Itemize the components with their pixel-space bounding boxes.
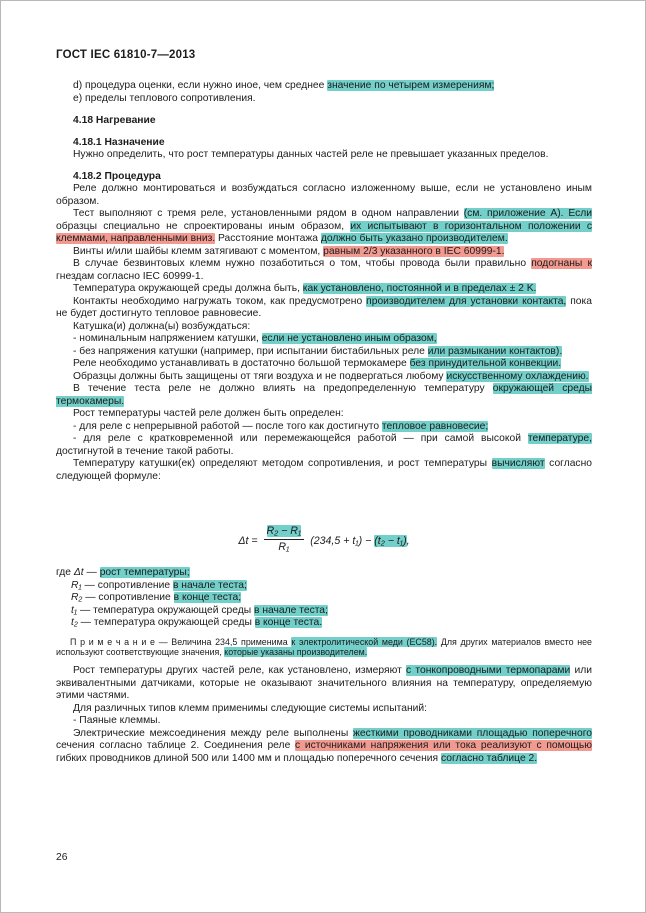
text-segment: пока не будет достигнуто тепловое равновесие.	[56, 295, 592, 319]
section-heading	[56, 115, 592, 128]
paragraph	[56, 149, 592, 162]
paragraph	[56, 321, 592, 334]
text-segment: - номинальным напряжением катушки,	[73, 333, 262, 344]
text-segment: где	[56, 567, 74, 578]
text-segment: П р и м е ч а н и е — Величина 234,5 применима	[70, 636, 292, 647]
text-segment: t₂	[71, 617, 78, 628]
paragraph	[56, 408, 592, 421]
document-header: ГОСТ IEC 61810-7—2013	[56, 49, 196, 61]
fraction-denominator	[264, 540, 305, 554]
list-item	[56, 93, 592, 106]
text-segment: Температура окружающей среды должна быть,	[73, 283, 303, 294]
list-item	[56, 80, 592, 93]
text-segment: гибких проводников длиной 500 или 1400 мм и площадью поперечного сечения	[56, 752, 441, 764]
text-segment: Нужно определить, что рост температуры данных частей реле не превышает указанных пределов.	[73, 149, 549, 160]
paragraph	[56, 728, 592, 766]
text-segment: клеммами, направленными вниз.	[56, 233, 216, 244]
text-segment: — температура окружающей среды	[77, 604, 255, 616]
text-segment: вычисляют	[491, 458, 545, 469]
paragraph	[56, 258, 592, 283]
text-segment: без принудительной конвекции.	[409, 358, 562, 369]
text-segment: если не установлено иным образом,	[261, 333, 437, 344]
text-segment: - без напряжения катушки (например, при испытании бистабильных реле	[73, 345, 428, 357]
text-segment: или размыкании контактов).	[427, 345, 563, 357]
paragraph	[56, 208, 592, 246]
text-segment: - Паяные клеммы.	[73, 715, 161, 727]
text-segment: Температуру катушки(ек) определяют методом сопротивления, и рост температуры	[73, 458, 492, 469]
text-segment: Реле должно монтироваться и возбуждаться согласно изложенному выше, если не установлено иным образом.	[56, 183, 592, 207]
text-segment: образцы специально не спроектированы иным образом,	[56, 220, 351, 232]
text-segment: окружающей среды термокамеры.	[56, 383, 592, 407]
text-segment: 4.18 Нагревание	[73, 115, 156, 126]
formula-legend-item	[56, 567, 592, 580]
text-segment: Рост температуры других частей реле, как установлено, измеряют	[73, 665, 407, 677]
text-segment: Расстояние монтажа	[215, 233, 321, 244]
text-segment: Для других материалов вместо нее используют соответствующие значения,	[56, 636, 592, 658]
text-segment: равным 2/3 указанного в IEC 60999-1.	[323, 245, 505, 257]
text-segment: Рост температуры частей реле должен быть определен:	[73, 408, 344, 419]
text-segment: — сопротивление	[81, 579, 173, 591]
text-segment: 4.18.2 Процедура	[73, 170, 161, 182]
text-segment: В случае безвинтовых клемм нужно позаботиться о том, чтобы провода были правильно	[73, 258, 532, 269]
text-segment: как установлено, постоянной и в пределах ± 2 K.	[302, 283, 537, 294]
text-segment: Реле необходимо устанавливать в достаточно большой термокамере	[73, 358, 410, 369]
text-segment: температуре,	[527, 433, 592, 444]
text-segment: 4.18.1 Назначение	[73, 136, 165, 148]
paragraph	[56, 183, 592, 208]
text-segment: ,	[406, 534, 410, 547]
text-segment: d) процедура оценки, если нужно иное, чем среднее	[73, 80, 328, 91]
text-segment: Контакты необходимо нагружать током, как предусмотрено	[73, 295, 367, 307]
text-segment: е) пределы теплового сопротивления.	[73, 92, 256, 104]
paragraph	[56, 383, 592, 408]
text-segment: t₁	[71, 604, 78, 616]
text-segment: —	[83, 567, 100, 578]
page-number: 26	[56, 852, 68, 863]
text-segment: согласно таблице 2.	[440, 752, 538, 764]
text-segment: в начале теста;	[172, 579, 247, 591]
paragraph	[56, 371, 592, 384]
formula-legend-item	[56, 617, 592, 630]
text-segment: рост температуры;	[99, 567, 190, 578]
paragraph	[56, 246, 592, 259]
text-segment: Винты и/или шайбы клемм затягивают с моментом,	[73, 245, 324, 257]
paragraph	[56, 346, 592, 359]
text-segment: R₁	[278, 540, 290, 553]
text-segment: — температура окружающей среды	[77, 617, 255, 628]
text-segment: (см. приложение А). Если	[463, 208, 592, 219]
paragraph	[56, 421, 592, 434]
text-segment: с источниками напряжения или тока реализуют с помощью	[295, 740, 592, 752]
text-segment: или эквивалентными датчиками, которые не оказывают значительного влияния на температуру, определяемую этими частями.	[56, 665, 593, 702]
text-segment: Образцы должны быть защищены от тяги воздуха и не подвергаться любому	[73, 370, 447, 382]
document-body	[56, 80, 592, 765]
text-segment: Δt	[73, 567, 84, 578]
fraction	[264, 525, 305, 553]
text-segment: - для реле с кратковременной или перемежающейся работой — при самой высокой	[73, 433, 528, 444]
subsection-heading	[56, 137, 592, 150]
text-segment: с тонкопроводными термопарами	[406, 665, 571, 677]
text-segment: Δt =	[238, 534, 261, 547]
formula	[56, 527, 592, 555]
text-segment: искусственному охлаждению.	[446, 370, 589, 382]
text-segment: В течение теста реле не должно влиять на предопределенную температуру	[73, 383, 493, 394]
text-segment: в конце теста.	[254, 617, 323, 628]
paragraph	[56, 458, 592, 483]
text-segment: (234,5 + t₁) −	[307, 534, 375, 547]
paragraph	[56, 433, 592, 458]
paragraph	[56, 333, 592, 346]
subsection-heading	[56, 171, 592, 184]
text-segment: R₂	[71, 592, 83, 603]
paragraph	[56, 358, 592, 371]
formula-legend-item	[56, 605, 592, 618]
paragraph	[56, 665, 592, 703]
fraction-numerator	[264, 525, 305, 540]
formula-legend-item	[56, 580, 592, 593]
paragraph	[56, 283, 592, 296]
text-segment: их испытывают в горизонтальном положении с	[350, 220, 592, 232]
text-segment: должно быть указано производителем.	[320, 233, 508, 244]
text-segment: жесткими проводниками площадью поперечного	[353, 727, 592, 739]
text-segment: - для реле с непрерывной работой — после того как достигнуто	[73, 420, 382, 432]
text-segment: в конце теста;	[173, 592, 242, 603]
note-paragraph	[56, 637, 592, 659]
paragraph	[56, 703, 592, 716]
text-segment: Тест выполняют с тремя реле, установленными рядом в одном направлении	[73, 208, 464, 219]
formula-legend-item	[56, 592, 592, 605]
paragraph	[56, 296, 592, 321]
text-segment: сечения согласно таблице 2. Соединения реле	[56, 740, 295, 752]
text-segment: достигнутой в течение такой работы.	[56, 445, 234, 457]
text-segment: тепловое равновесие;	[381, 420, 489, 432]
text-segment: Катушка(и) должна(ы) возбуждаться:	[73, 320, 251, 332]
text-segment: которые указаны производителем.	[224, 647, 368, 658]
text-segment: гнездам согласно IEC 60999-1.	[56, 270, 204, 282]
text-segment: значение по четырем измерениям;	[327, 80, 495, 91]
text-segment: подогнаны к	[531, 258, 592, 269]
text-segment: (t₂ − t₁)	[374, 534, 407, 547]
text-segment: согласно следующей формуле:	[56, 458, 592, 482]
text-segment: в начале теста;	[254, 604, 328, 616]
text-segment: — сопротивление	[82, 592, 174, 603]
text-segment: к электролитической меди (ЕС58).	[291, 636, 438, 647]
text-segment: Для различных типов клемм применимы следующие системы испытаний:	[73, 702, 428, 714]
text-segment: производителем для установки контакта,	[366, 295, 567, 307]
text-segment: R₂ − R₁	[266, 525, 302, 537]
text-segment: Электрические межсоединения между реле выполнены	[73, 727, 353, 739]
text-segment: R₁	[71, 579, 82, 591]
paragraph	[56, 715, 592, 728]
